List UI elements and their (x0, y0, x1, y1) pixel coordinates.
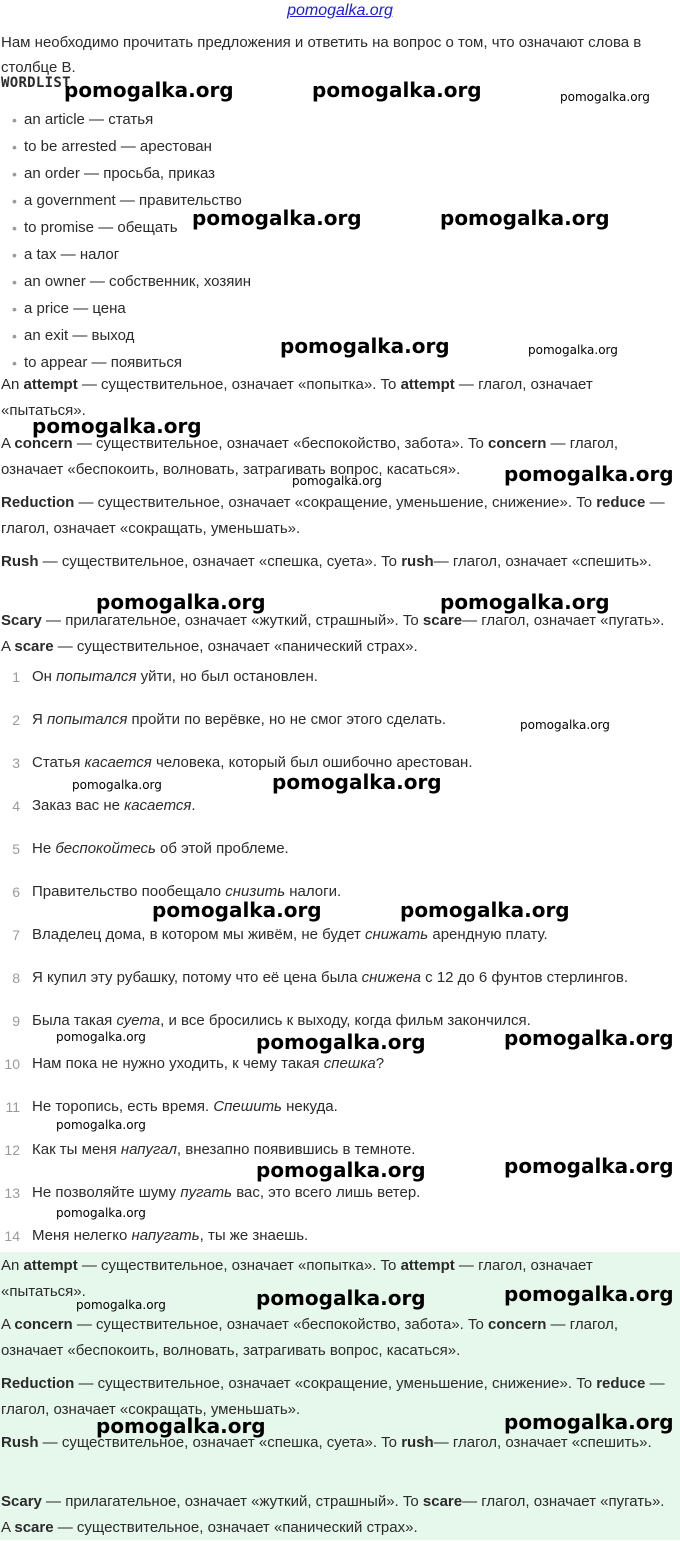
term-italic: Спешить (213, 1098, 282, 1115)
watermark: pomogalka.org (56, 1030, 146, 1044)
sentence-number: 4 (12, 798, 20, 814)
term-italic: снижать (365, 926, 429, 943)
sentence-number: 2 (12, 712, 20, 728)
text-run: Была такая (32, 1012, 117, 1029)
sentence-number: 13 (4, 1185, 20, 1201)
site-link[interactable]: pomogalka.org (287, 2, 393, 19)
watermark: pomogalka.org (256, 1030, 426, 1054)
bullet-icon: • (12, 220, 17, 236)
watermark: pomogalka.org (72, 778, 162, 792)
text-run: Как ты меня (32, 1141, 121, 1158)
wordlist-item: to appear — появиться (24, 354, 182, 371)
term-bold: attempt (400, 376, 455, 393)
bullet-icon: • (12, 112, 17, 128)
text-run: Нам пока не нужно уходить, к чему такая (32, 1055, 324, 1072)
bullet-icon: • (12, 247, 17, 263)
text-run: некуда. (281, 1098, 338, 1115)
text-run: вас, это всего лишь ветер. (232, 1184, 421, 1201)
term-italic: касается (84, 754, 152, 771)
text-run: пройти по верёвке, но не смог этого сделать. (127, 711, 447, 728)
term-italic: напугать (131, 1227, 200, 1244)
term-bold: scare (422, 1493, 463, 1510)
sentence-number: 5 (12, 841, 20, 857)
term-bold: Rush (1, 1434, 39, 1451)
text-run: — глагол, означает «спешить». (433, 553, 652, 570)
watermark: pomogalka.org (504, 462, 674, 486)
text-run: Статья (32, 754, 85, 771)
text-run: Не (32, 840, 56, 857)
intro-text: Нам необходимо прочитать предложения и ответить на вопрос о том, что означают слова в столбце B. (1, 34, 642, 76)
watermark: pomogalka.org (56, 1206, 146, 1220)
term-bold: Reduction (1, 1375, 75, 1392)
term-italic: беспокойтесь (55, 840, 156, 857)
watermark: pomogalka.org (76, 1298, 166, 1312)
term-italic: касается (124, 797, 192, 814)
watermark: pomogalka.org (312, 78, 482, 102)
term-bold: rush (401, 1434, 434, 1451)
text-run: ? (375, 1055, 385, 1072)
wordlist-item: an exit — выход (24, 327, 135, 344)
text-run: — глагол, означает «беспокоить, волновать, затрагивать вопрос, касаться». (1, 1316, 619, 1359)
watermark: pomogalka.org (560, 90, 650, 104)
watermark: pomogalka.org (292, 474, 382, 488)
sentence-text (32, 710, 446, 730)
bullet-icon: • (12, 274, 17, 290)
sentence-number: 9 (12, 1013, 20, 1029)
explanation-paragraph (1, 608, 671, 660)
term-bold: concern (14, 1316, 73, 1333)
bullet-icon: • (12, 355, 17, 371)
watermark: pomogalka.org (256, 1158, 426, 1182)
term-bold: rush (401, 553, 434, 570)
term-bold: reduce (596, 1375, 646, 1392)
watermark: pomogalka.org (96, 590, 266, 614)
watermark: pomogalka.org (64, 78, 234, 102)
text-run: Я купил эту рубашку, потому что её цена была (32, 969, 362, 986)
watermark: pomogalka.org (56, 1118, 146, 1132)
sentence-text (32, 1183, 420, 1203)
sentence-number: 12 (4, 1142, 20, 1158)
text-run: An (1, 376, 24, 393)
wordlist-item: an owner — собственник, хозяин (24, 273, 251, 290)
sentence-text (32, 1140, 415, 1160)
bullet-icon: • (12, 328, 17, 344)
watermark: pomogalka.org (152, 898, 322, 922)
watermark: pomogalka.org (32, 414, 202, 438)
text-run: — существительное, означает «сокращение, уменьшение, снижение». To (74, 1375, 597, 1392)
sentence-number: 11 (5, 1099, 20, 1115)
text-run: , и все бросились к выходу, когда фильм закончился. (160, 1012, 531, 1029)
text-run: Не позволяйте шуму (32, 1184, 181, 1201)
text-run: — существительное, означает «беспокойство, забота». To (72, 1316, 489, 1333)
text-run: — глагол, означает «пытаться». (1, 1257, 593, 1300)
term-italic: суета (116, 1012, 161, 1029)
text-run: арендную плату. (428, 926, 548, 943)
sentence-text (32, 1054, 384, 1074)
text-run: Правительство пообещало (32, 883, 226, 900)
watermark: pomogalka.org (256, 1286, 426, 1310)
text-run: — глагол, означает «беспокоить, волновать, затрагивать вопрос, касаться». (1, 435, 619, 478)
sentence-number: 10 (4, 1056, 20, 1072)
text-run: — существительное, означает «попытка». To (77, 376, 401, 393)
watermark: pomogalka.org (440, 590, 610, 614)
text-run: — глагол, означает «сокращать, уменьшать». (1, 494, 665, 537)
sentence-text (32, 796, 196, 816)
text-run: — прилагательное, означает «жуткий, страшный». To (41, 612, 423, 629)
sentence-text (32, 1011, 531, 1031)
explanation-paragraph (1, 549, 671, 575)
text-run: — существительное, означает «попытка». To (77, 1257, 401, 1274)
wordlist-item: an article — статья (24, 111, 154, 128)
text-run: Заказ вас не (32, 797, 125, 814)
bullet-icon: • (12, 301, 17, 317)
watermark: pomogalka.org (440, 206, 610, 230)
watermark: pomogalka.org (400, 898, 570, 922)
wordlist-item: a tax — налог (24, 246, 120, 263)
explanation-paragraph (1, 1312, 671, 1364)
text-run: — существительное, означает «панический страх». (53, 1519, 418, 1536)
sentence-number: 7 (12, 927, 20, 943)
text-run: Меня нелегко (32, 1227, 132, 1244)
text-run: уйти, но был остановлен. (136, 668, 318, 685)
watermark: pomogalka.org (504, 1026, 674, 1050)
watermark: pomogalka.org (528, 343, 618, 357)
term-bold: attempt (23, 1257, 78, 1274)
text-run: — прилагательное, означает «жуткий, страшный». To (41, 1493, 423, 1510)
wordlist-item: an order — просьба, приказ (24, 165, 216, 182)
text-run: — существительное, означает «спешка, суета». To (38, 1434, 402, 1451)
text-run: — существительное, означает «панический страх». (53, 638, 418, 655)
sentence-number: 8 (12, 970, 20, 986)
term-bold: scare (422, 612, 463, 629)
sentence-number: 1 (12, 669, 20, 685)
sentence-text (32, 839, 289, 859)
text-run: — существительное, означает «беспокойство, забота». To (72, 435, 489, 452)
wordlist-title: WORDLIST (1, 75, 71, 91)
text-run: . (191, 797, 196, 814)
text-run: An (1, 1257, 24, 1274)
text-run: , ты же знаешь. (199, 1227, 309, 1244)
text-run: — существительное, означает «спешка, суета». To (38, 553, 402, 570)
bullet-icon: • (12, 139, 17, 155)
text-run: Не торопись, есть время. (32, 1098, 214, 1115)
sentence-number: 14 (4, 1228, 20, 1244)
sentence-text (32, 667, 318, 687)
term-bold: scare (14, 1519, 54, 1536)
term-bold: concern (14, 435, 73, 452)
term-bold: concern (488, 1316, 547, 1333)
term-bold: attempt (400, 1257, 455, 1274)
wordlist-item: to be arrested — арестован (24, 138, 212, 155)
watermark: pomogalka.org (504, 1410, 674, 1434)
watermark: pomogalka.org (272, 770, 442, 794)
text-run: налоги. (285, 883, 342, 900)
term-italic: снижена (361, 969, 421, 986)
wordlist-item: to promise — обещать (24, 219, 178, 236)
term-bold: reduce (596, 494, 646, 511)
term-bold: Reduction (1, 494, 75, 511)
sentence-number: 3 (12, 755, 20, 771)
text-run: — существительное, означает «сокращение, уменьшение, снижение». To (74, 494, 597, 511)
watermark: pomogalka.org (504, 1154, 674, 1178)
text-run: A (1, 435, 15, 452)
watermark: pomogalka.org (96, 1414, 266, 1438)
term-bold: Scary (1, 612, 42, 629)
term-bold: attempt (23, 376, 78, 393)
watermark: pomogalka.org (504, 1282, 674, 1306)
text-run: — глагол, означает «сокращать, уменьшать». (1, 1375, 665, 1418)
watermark: pomogalka.org (280, 334, 450, 358)
watermark: pomogalka.org (192, 206, 362, 230)
sentence-text (32, 925, 548, 945)
explanation-paragraph (1, 1489, 671, 1541)
text-run: Он (32, 668, 57, 685)
text-run: — глагол, означает «спешить». (433, 1434, 652, 1451)
wordlist-item: a government — правительство (24, 192, 242, 209)
text-run: с 12 до 6 фунтов стерлингов. (420, 969, 628, 986)
term-bold: Scary (1, 1493, 42, 1510)
term-italic: попытался (47, 711, 128, 728)
term-bold: scare (14, 638, 54, 655)
text-run: Я (32, 711, 47, 728)
explanation-paragraph (1, 490, 671, 542)
wordlist-item: a price — цена (24, 300, 126, 317)
sentence-text (32, 1226, 308, 1246)
text-run: , внезапно появившись в темноте. (176, 1141, 416, 1158)
text-run: — глагол, означает «пугать». A (1, 1493, 665, 1536)
bullet-icon: • (12, 166, 17, 182)
text-run: человека, который был ошибочно арестован. (151, 754, 473, 771)
text-run: Владелец дома, в котором мы живём, не будет (32, 926, 366, 943)
term-italic: спешка (323, 1055, 376, 1072)
sentence-text (32, 968, 628, 988)
term-bold: concern (488, 435, 547, 452)
term-italic: напугал (120, 1141, 177, 1158)
term-italic: снизить (225, 883, 286, 900)
text-run: — глагол, означает «пытаться». (1, 376, 593, 419)
text-run: A (1, 1316, 15, 1333)
term-bold: Rush (1, 553, 39, 570)
watermark: pomogalka.org (520, 718, 610, 732)
sentence-number: 6 (12, 884, 20, 900)
sentence-text (32, 1097, 338, 1117)
term-italic: попытался (56, 668, 137, 685)
bullet-icon: • (12, 193, 17, 209)
term-italic: пугать (180, 1184, 233, 1201)
text-run: — глагол, означает «пугать». A (1, 612, 665, 655)
text-run: об этой проблеме. (155, 840, 289, 857)
